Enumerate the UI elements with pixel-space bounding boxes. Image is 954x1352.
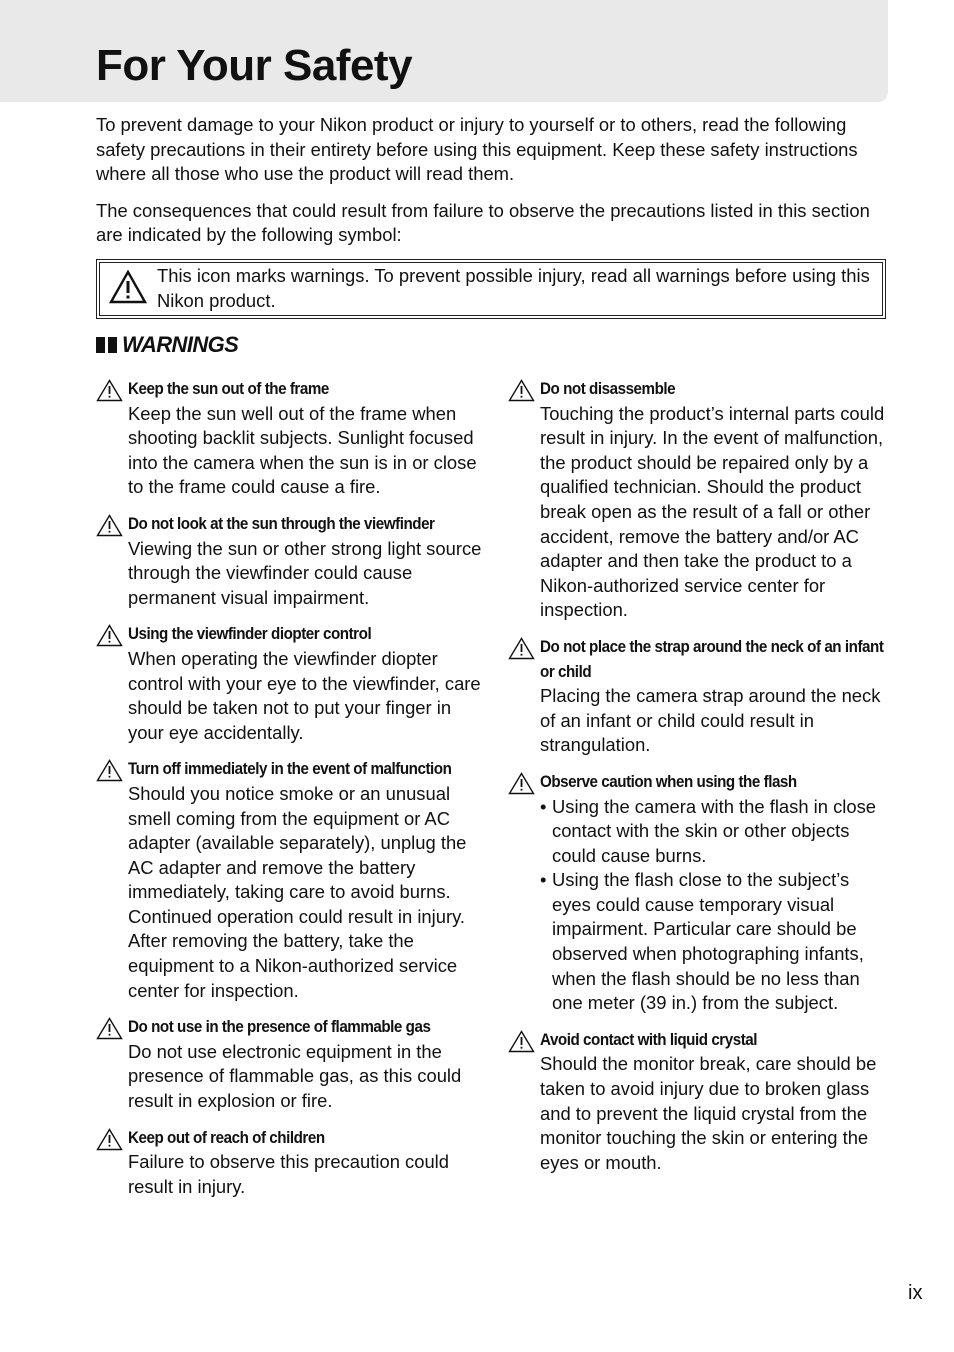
warning-title: Keep the sun out of the frame: [128, 380, 329, 398]
warning-title: Do not look at the sun through the viewfinder: [128, 514, 435, 533]
warning-body: When operating the viewfinder diopter control with your eye to the viewfinder, care should be taken not to put your finger in your eye accidentally.: [128, 647, 481, 743]
intro-paragraph: The consequences that could result from failure to observe the precautions listed in this section are indicated by the following symbol:: [96, 199, 870, 246]
warning-triangle-icon: [96, 379, 123, 407]
warning-bullet-list: [540, 795, 888, 1016]
warning-body: Placing the camera strap around the neck of an infant or child could result in strangulation.: [540, 685, 881, 756]
warning-title: Observe caution when using the flash: [540, 772, 797, 791]
warning-item: [96, 757, 482, 1003]
warning-body: Viewing the sun or other strong light source through the viewfinder could cause permanent visual impairment.: [128, 537, 482, 608]
list-item: • Using the flash close to the subject’s eyes could cause temporary visual impairment. Particular care should be observed when photographing infants, when the flash should be no less than one meter (39 in.) from the subject.: [540, 868, 888, 1016]
warning-title: Using the viewfinder diopter control: [128, 625, 372, 644]
warning-title: Avoid contact with liquid crystal: [540, 1030, 758, 1049]
warning-item: [508, 770, 888, 1016]
warning-title: Turn off immediately in the event of malfunction: [128, 760, 452, 779]
warning-item: [508, 377, 888, 623]
warning-item: [96, 1126, 482, 1200]
section-marker-icon: [96, 337, 117, 353]
warnings-right-column: [508, 377, 888, 1175]
warning-title: Do not use in the presence of flammable gas: [128, 1018, 431, 1037]
warning-title: Do not disassemble: [540, 380, 676, 398]
symbol-legend-text: This icon marks warnings. To prevent possible injury, read all warnings before using this Nikon product.: [157, 265, 870, 311]
warning-triangle-icon: [96, 1128, 123, 1156]
warning-item: [96, 377, 482, 500]
warning-item: [508, 635, 888, 758]
warning-item: [96, 1015, 482, 1113]
warning-body: Keep the sun well out of the frame when shooting backlit subjects. Sunlight focused into the camera when the sun is in or close to the frame could cause a fire.: [128, 402, 477, 498]
symbol-legend-box: [96, 259, 886, 319]
list-item: • Using the camera with the flash in close contact with the skin or other objects could cause burns.: [540, 795, 888, 869]
warning-triangle-icon: [109, 270, 147, 309]
warning-triangle-icon: [508, 772, 535, 800]
warning-body: Should the monitor break, care should be taken to avoid injury due to broken glass and to prevent the liquid crystal from the monitor touching the skin or entering the eyes or mouth.: [540, 1053, 877, 1173]
warning-triangle-icon: [96, 624, 123, 652]
warning-triangle-icon: [508, 379, 535, 407]
warning-triangle-icon: [508, 1030, 535, 1058]
warnings-left-column: [96, 377, 482, 1199]
warning-title: Do not place the strap around the neck of an infant or child: [540, 637, 884, 681]
warning-triangle-icon: [508, 637, 535, 665]
intro-section: [96, 113, 896, 260]
warning-body: Should you notice smoke or an unusual smell coming from the equipment or AC adapter (available separately), unplug the AC adapter and remove the battery immediately, taking care to avoid burns. Continued operation could result in injury. After removing the battery, take the equipment to a Nikon-authorized service center for inspection.: [128, 782, 467, 1001]
warning-title: Keep out of reach of children: [128, 1128, 325, 1147]
warning-body: Failure to observe this precaution could result in injury.: [128, 1151, 449, 1197]
warning-body: Do not use electronic equipment in the presence of flammable gas, as this could result in explosion or fire.: [128, 1040, 462, 1112]
warning-triangle-icon: [96, 759, 123, 787]
warning-triangle-icon: [96, 514, 123, 542]
intro-paragraph: To prevent damage to your Nikon product or injury to yourself or to others, read the following safety precautions in their entirety before using this equipment. Keep these safety instructions where all those who use the product will read them.: [96, 114, 858, 185]
page-number: ix: [908, 1282, 923, 1304]
warning-item: [96, 622, 482, 745]
page-title: For Your Safety: [96, 41, 413, 90]
section-heading-label: WARNINGS: [122, 332, 239, 357]
warning-item: [508, 1028, 888, 1176]
section-heading: [96, 332, 238, 358]
warning-triangle-icon: [96, 1017, 123, 1045]
warning-item: [96, 512, 482, 610]
warning-body: Touching the product’s internal parts could result in injury. In the event of malfunction, the product should be repaired only by a qualified technician. Should the product break open as the result of a fall or other accident, remove the battery and/or AC adapter and then take the product to a Nikon-authorized service center for inspection.: [540, 402, 885, 621]
